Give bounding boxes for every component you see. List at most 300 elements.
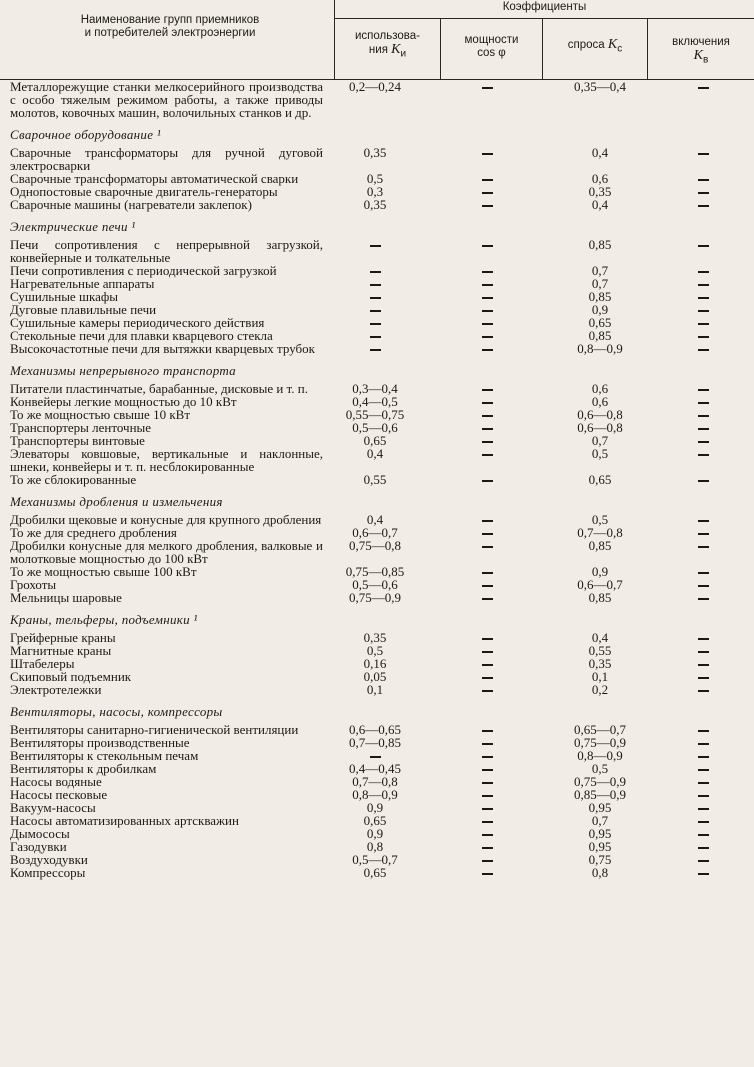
kc-value: 0,95 xyxy=(588,839,612,854)
cos-phi-value xyxy=(427,473,547,486)
consumer-name: Насосы песковые xyxy=(10,787,108,802)
consumer-name: Компрессоры xyxy=(10,865,86,880)
dash-mark xyxy=(698,402,709,404)
consumer-name: Штабелеры xyxy=(10,656,75,671)
kv-value xyxy=(653,513,753,526)
dash-mark xyxy=(482,664,493,666)
dash-mark xyxy=(482,598,493,600)
header-coefficients: Коэффициенты xyxy=(502,1,587,13)
section-heading-text: Вентиляторы, насосы, компрессоры xyxy=(10,704,223,719)
kc-value: 0,7—0,8 xyxy=(577,525,623,540)
ki-value xyxy=(323,316,427,329)
kc-value: 0,95 xyxy=(588,826,612,841)
kc-value: 0,6—0,8 xyxy=(577,407,623,422)
ki-value: 0,6—0,7 xyxy=(352,525,398,540)
kv-value xyxy=(653,447,753,473)
ki-value: 0,35 xyxy=(363,145,387,160)
header-cos: мощности cos φ xyxy=(464,34,519,59)
kc-value: 0,7 xyxy=(591,433,609,448)
ki-value: 0,6—0,65 xyxy=(349,722,401,737)
kc-value: 0,75—0,9 xyxy=(574,774,626,789)
dash-mark xyxy=(482,821,493,823)
kv-value xyxy=(653,749,753,762)
cos-phi-value xyxy=(427,303,547,316)
dash-mark xyxy=(482,808,493,810)
table-row xyxy=(10,473,753,486)
header-kc: спроса $K_с$ xyxy=(567,37,623,55)
kv-value xyxy=(653,382,753,395)
kc-value: 0,6—0,7 xyxy=(577,577,623,592)
section-heading xyxy=(10,355,753,382)
table-row xyxy=(10,80,753,119)
kc-value: 0,85 xyxy=(588,289,612,304)
dash-mark xyxy=(698,533,709,535)
dash-mark xyxy=(698,245,709,247)
kv-value xyxy=(653,578,753,591)
kv-value xyxy=(653,264,753,277)
dash-mark xyxy=(698,297,709,299)
consumer-name: Печи сопротивления с периодической загрузкой xyxy=(10,263,277,278)
dash-mark xyxy=(482,310,493,312)
kv-value xyxy=(653,408,753,421)
ki-value: 0,65 xyxy=(363,813,387,828)
kc-value: 0,4 xyxy=(591,630,609,645)
kv-value xyxy=(653,840,753,853)
section-heading-text: Сварочное оборудование ¹ xyxy=(10,127,162,142)
dash-mark xyxy=(482,730,493,732)
dash-mark xyxy=(698,441,709,443)
dash-mark xyxy=(370,310,381,312)
kv-value xyxy=(653,775,753,788)
consumer-name: Насосы автоматизированных артскважин xyxy=(10,813,239,828)
consumer-name: Вакуум-насосы xyxy=(10,800,96,815)
kv-value xyxy=(653,172,753,185)
dash-mark xyxy=(482,638,493,640)
dash-mark xyxy=(698,179,709,181)
consumer-name: Дымососы xyxy=(10,826,70,841)
consumer-name: Грейферные краны xyxy=(10,630,116,645)
dash-mark xyxy=(698,873,709,875)
cos-phi-value xyxy=(427,788,547,801)
cos-phi-value xyxy=(427,513,547,526)
consumer-name: Сушильные шкафы xyxy=(10,289,118,304)
kc-value: 0,4 xyxy=(591,145,609,160)
dash-mark xyxy=(482,795,493,797)
consumer-name: Конвейеры легкие мощностью до 10 кВт xyxy=(10,394,237,409)
dash-mark xyxy=(482,297,493,299)
dash-mark xyxy=(698,782,709,784)
dash-mark xyxy=(482,677,493,679)
ki-value: 0,3 xyxy=(366,184,384,199)
kv-value xyxy=(653,185,753,198)
table-row xyxy=(10,866,753,879)
consumer-name: То же сблокированные xyxy=(10,472,137,487)
kv-value xyxy=(653,827,753,840)
dash-mark xyxy=(698,454,709,456)
kv-value xyxy=(653,788,753,801)
table-row xyxy=(10,342,753,355)
consumer-name: Вентиляторы к дробилкам xyxy=(10,761,157,776)
ki-value: 0,8—0,9 xyxy=(352,787,398,802)
coefficients-table xyxy=(10,80,753,879)
dash-mark xyxy=(482,572,493,574)
cos-phi-value xyxy=(427,801,547,814)
cos-phi-value xyxy=(427,185,547,198)
kc-value: 0,7 xyxy=(591,276,609,291)
dash-mark xyxy=(482,520,493,522)
ki-value: 0,16 xyxy=(363,656,387,671)
cos-phi-value xyxy=(427,814,547,827)
header-divider-horizontal xyxy=(335,18,754,19)
consumer-name: Транспортеры ленточные xyxy=(10,420,152,435)
kc-value: 0,95 xyxy=(588,800,612,815)
cos-phi-value xyxy=(427,775,547,788)
dash-mark xyxy=(370,297,381,299)
ki-value xyxy=(323,290,427,303)
dash-mark xyxy=(698,821,709,823)
ki-value: 0,5—0,6 xyxy=(352,577,398,592)
dash-mark xyxy=(482,651,493,653)
consumer-name: То же мощностью свыше 100 кВт xyxy=(10,564,197,579)
dash-mark xyxy=(482,873,493,875)
kc-value: 0,75 xyxy=(588,852,612,867)
dash-mark xyxy=(698,808,709,810)
kv-value xyxy=(653,434,753,447)
dash-mark xyxy=(698,638,709,640)
ki-value: 0,2—0,24 xyxy=(349,79,401,94)
kv-value xyxy=(653,198,753,211)
kv-value xyxy=(653,801,753,814)
kv-value xyxy=(653,683,753,696)
kv-value xyxy=(653,736,753,749)
ki-value: 0,5—0,7 xyxy=(352,852,398,867)
section-heading-text: Механизмы дробления и измельчения xyxy=(10,494,223,509)
dash-mark xyxy=(482,271,493,273)
kc-value: 0,8—0,9 xyxy=(577,748,623,763)
dash-mark xyxy=(370,756,381,758)
dash-mark xyxy=(370,271,381,273)
kv-value xyxy=(653,421,753,434)
kc-value: 0,8—0,9 xyxy=(577,341,623,356)
table-row xyxy=(10,683,753,696)
cos-phi-value xyxy=(427,198,547,211)
consumer-name: Дуговые плавильные печи xyxy=(10,302,157,317)
kv-value xyxy=(653,146,753,172)
kc-value: 0,5 xyxy=(591,512,609,527)
cos-phi-value xyxy=(427,631,547,644)
dash-mark xyxy=(482,336,493,338)
cos-phi-value xyxy=(427,277,547,290)
cos-phi-value xyxy=(427,565,547,578)
kc-value: 0,9 xyxy=(591,302,609,317)
consumer-name: Дробилки щековые и конусные для крупного дробления xyxy=(10,512,322,527)
cos-phi-value xyxy=(427,591,547,604)
consumer-name: Питатели пластинчатые, барабанные, дисковые и т. п. xyxy=(10,381,308,396)
dash-mark xyxy=(698,336,709,338)
dash-mark xyxy=(482,847,493,849)
kc-value: 0,85 xyxy=(588,590,612,605)
cos-phi-value xyxy=(427,395,547,408)
dash-mark xyxy=(698,795,709,797)
dash-mark xyxy=(698,323,709,325)
cos-phi-value xyxy=(427,853,547,866)
kc-value: 0,4 xyxy=(591,197,609,212)
consumer-name: То же для среднего дробления xyxy=(10,525,177,540)
consumer-name: Высокочастотные печи для вытяжки кварцевых трубок xyxy=(10,341,315,356)
kv-value xyxy=(653,670,753,683)
ki-value xyxy=(323,342,427,355)
dash-mark xyxy=(482,756,493,758)
dash-mark xyxy=(698,192,709,194)
dash-mark xyxy=(370,336,381,338)
dash-mark xyxy=(698,389,709,391)
ki-value: 0,5 xyxy=(366,171,384,186)
dash-mark xyxy=(482,454,493,456)
ki-value: 0,1 xyxy=(366,682,384,697)
consumer-name: Сушильные камеры периодического действия xyxy=(10,315,265,330)
dash-mark xyxy=(698,860,709,862)
dash-mark xyxy=(482,769,493,771)
ki-value xyxy=(323,303,427,316)
ki-value: 0,65 xyxy=(363,865,387,880)
kv-value xyxy=(653,303,753,316)
cos-phi-value xyxy=(427,578,547,591)
cos-phi-value xyxy=(427,238,547,264)
dash-mark xyxy=(482,834,493,836)
table-row xyxy=(10,198,753,211)
dash-mark xyxy=(698,546,709,548)
ki-value: 0,75—0,9 xyxy=(349,590,401,605)
kc-value: 0,35 xyxy=(588,656,612,671)
kv-value xyxy=(653,277,753,290)
dash-mark xyxy=(482,533,493,535)
dash-mark xyxy=(698,349,709,351)
cos-phi-value xyxy=(427,866,547,879)
consumer-name: Магнитные краны xyxy=(10,643,112,658)
ki-value: 0,7—0,85 xyxy=(349,735,401,750)
dash-mark xyxy=(482,585,493,587)
cos-phi-value xyxy=(427,670,547,683)
dash-mark xyxy=(698,428,709,430)
section-heading xyxy=(10,696,753,723)
consumer-name: Воздуходувки xyxy=(10,852,88,867)
dash-mark xyxy=(698,664,709,666)
consumer-name: Вентиляторы к стекольным печам xyxy=(10,748,199,763)
kv-value xyxy=(653,631,753,644)
kv-value xyxy=(653,853,753,866)
cos-phi-value xyxy=(427,264,547,277)
dash-mark xyxy=(370,349,381,351)
cos-phi-value xyxy=(427,736,547,749)
cos-phi-value xyxy=(427,342,547,355)
kc-value: 0,6 xyxy=(591,171,609,186)
header-column-name: Наименование групп приемников и потребителей электроэнергии xyxy=(80,14,260,39)
cos-phi-value xyxy=(427,827,547,840)
ki-value: 0,4—0,45 xyxy=(349,761,401,776)
ki-value: 0,75—0,8 xyxy=(349,538,401,553)
consumer-name: Однопостовые сварочные двигатель-генераторы xyxy=(10,184,278,199)
dash-mark xyxy=(698,585,709,587)
kv-value xyxy=(653,316,753,329)
ki-value xyxy=(323,264,427,277)
ki-value: 0,55 xyxy=(363,472,387,487)
kc-value: 0,6 xyxy=(591,394,609,409)
cos-phi-value xyxy=(427,146,547,172)
kv-value xyxy=(653,526,753,539)
section-heading xyxy=(10,119,753,146)
kc-value: 0,55 xyxy=(588,643,612,658)
dash-mark xyxy=(698,743,709,745)
cos-phi-value xyxy=(427,840,547,853)
section-heading-text: Механизмы непрерывного транспорта xyxy=(10,363,236,378)
cos-phi-value xyxy=(427,447,547,473)
kc-value: 0,65 xyxy=(588,315,612,330)
kv-value xyxy=(653,329,753,342)
cos-phi-value xyxy=(427,434,547,447)
cos-phi-value xyxy=(427,316,547,329)
kc-value: 0,7 xyxy=(591,263,609,278)
cos-phi-value xyxy=(427,644,547,657)
dash-mark xyxy=(482,428,493,430)
kc-value: 0,9 xyxy=(591,564,609,579)
consumer-name: Транспортеры винтовые xyxy=(10,433,145,448)
dash-mark xyxy=(482,389,493,391)
kv-value xyxy=(653,814,753,827)
table-row xyxy=(10,146,753,172)
kv-value xyxy=(653,591,753,604)
consumer-name: Печи сопротивления с непрерывной загрузкой, конвейерные и толкательные xyxy=(10,237,323,265)
ki-value: 0,65 xyxy=(363,433,387,448)
ki-value: 0,55—0,75 xyxy=(345,407,405,422)
kc-value: 0,7 xyxy=(591,813,609,828)
ki-value: 0,35 xyxy=(363,630,387,645)
cos-phi-value xyxy=(427,683,547,696)
section-heading xyxy=(10,211,753,238)
kv-value xyxy=(653,565,753,578)
kc-value: 0,85 xyxy=(588,328,612,343)
dash-mark xyxy=(698,153,709,155)
ki-value xyxy=(323,277,427,290)
consumer-name: Насосы водяные xyxy=(10,774,102,789)
consumer-name: Электротележки xyxy=(10,682,102,697)
kv-value xyxy=(653,723,753,736)
ki-value: 0,3—0,4 xyxy=(352,381,398,396)
dash-mark xyxy=(370,284,381,286)
dash-mark xyxy=(698,87,709,89)
dash-mark xyxy=(698,284,709,286)
table-row xyxy=(10,277,753,290)
kv-value xyxy=(653,395,753,408)
consumer-name: Сварочные машины (нагреватели заклепок) xyxy=(10,197,252,212)
kv-value xyxy=(653,80,753,119)
dash-mark xyxy=(698,769,709,771)
ki-value: 0,4—0,5 xyxy=(352,394,398,409)
consumer-name: Мельницы шаровые xyxy=(10,590,122,605)
cos-phi-value xyxy=(427,723,547,736)
dash-mark xyxy=(698,677,709,679)
consumer-name: Элеваторы ковшовые, вертикальные и наклонные, шнеки, конвейеры и т. п. несблокированные xyxy=(10,446,323,474)
ki-value: 0,9 xyxy=(366,826,384,841)
table-row xyxy=(10,539,753,565)
dash-mark xyxy=(698,690,709,692)
ki-value: 0,75—0,85 xyxy=(345,564,405,579)
dash-mark xyxy=(370,323,381,325)
dash-mark xyxy=(698,310,709,312)
cos-phi-value xyxy=(427,382,547,395)
kc-value: 0,65 xyxy=(588,472,612,487)
section-heading-text: Краны, тельферы, подъемники ¹ xyxy=(10,612,198,627)
cos-phi-value xyxy=(427,526,547,539)
ki-value: 0,05 xyxy=(363,669,387,684)
consumer-name: Вентиляторы санитарно-гигиенической вентиляции xyxy=(10,722,299,737)
dash-mark xyxy=(482,415,493,417)
dash-mark xyxy=(698,651,709,653)
section-heading xyxy=(10,486,753,513)
kv-value xyxy=(653,657,753,670)
kc-value: 0,35—0,4 xyxy=(574,79,626,94)
kv-value xyxy=(653,644,753,657)
dash-mark xyxy=(698,730,709,732)
consumer-name: Дробилки конусные для мелкого дробления, валковые и молотковые мощностью до 100 кВт xyxy=(10,538,323,566)
cos-phi-value xyxy=(427,329,547,342)
ki-value: 0,35 xyxy=(363,197,387,212)
ki-value: 0,8 xyxy=(366,839,384,854)
coefficients-table-body xyxy=(10,80,753,879)
cos-phi-value xyxy=(427,539,547,565)
consumer-name: Стекольные печи для плавки кварцевого стекла xyxy=(10,328,273,343)
table-row xyxy=(10,591,753,604)
section-heading xyxy=(10,604,753,631)
kc-value: 0,6—0,8 xyxy=(577,420,623,435)
kv-value xyxy=(653,238,753,264)
kc-value: 0,85 xyxy=(588,237,612,252)
cos-phi-value xyxy=(427,657,547,670)
dash-mark xyxy=(482,87,493,89)
kc-value: 0,85 xyxy=(588,538,612,553)
dash-mark xyxy=(482,284,493,286)
kc-value: 0,65—0,7 xyxy=(574,722,626,737)
ki-value xyxy=(323,329,427,342)
ki-value: 0,5 xyxy=(366,643,384,658)
consumer-name: Вентиляторы производственные xyxy=(10,735,190,750)
ki-value: 0,4 xyxy=(366,446,384,461)
cos-phi-value xyxy=(427,421,547,434)
cos-phi-value xyxy=(427,290,547,303)
dash-mark xyxy=(482,480,493,482)
dash-mark xyxy=(698,520,709,522)
dash-mark xyxy=(482,743,493,745)
dash-mark xyxy=(698,480,709,482)
dash-mark xyxy=(698,415,709,417)
dash-mark xyxy=(482,546,493,548)
dash-mark xyxy=(698,271,709,273)
dash-mark xyxy=(482,402,493,404)
consumer-name: Газодувки xyxy=(10,839,67,854)
dash-mark xyxy=(698,834,709,836)
cos-phi-value xyxy=(427,762,547,775)
kc-value: 0,8 xyxy=(591,865,609,880)
kv-value xyxy=(653,342,753,355)
kc-value: 0,2 xyxy=(591,682,609,697)
ki-value: 0,7—0,8 xyxy=(352,774,398,789)
kc-value: 0,75—0,9 xyxy=(574,735,626,750)
consumer-name: Скиповый подъемник xyxy=(10,669,132,684)
consumer-name: Сварочные трансформаторы автоматической сварки xyxy=(10,171,299,186)
kc-value: 0,6 xyxy=(591,381,609,396)
consumer-name: Металлорежущие станки мелкосерийного производства с особо тяжелым режимом работы, а также приводы молотов, ковочных машин, волочильных станков и др. xyxy=(10,79,323,120)
dash-mark xyxy=(482,153,493,155)
dash-mark xyxy=(482,441,493,443)
